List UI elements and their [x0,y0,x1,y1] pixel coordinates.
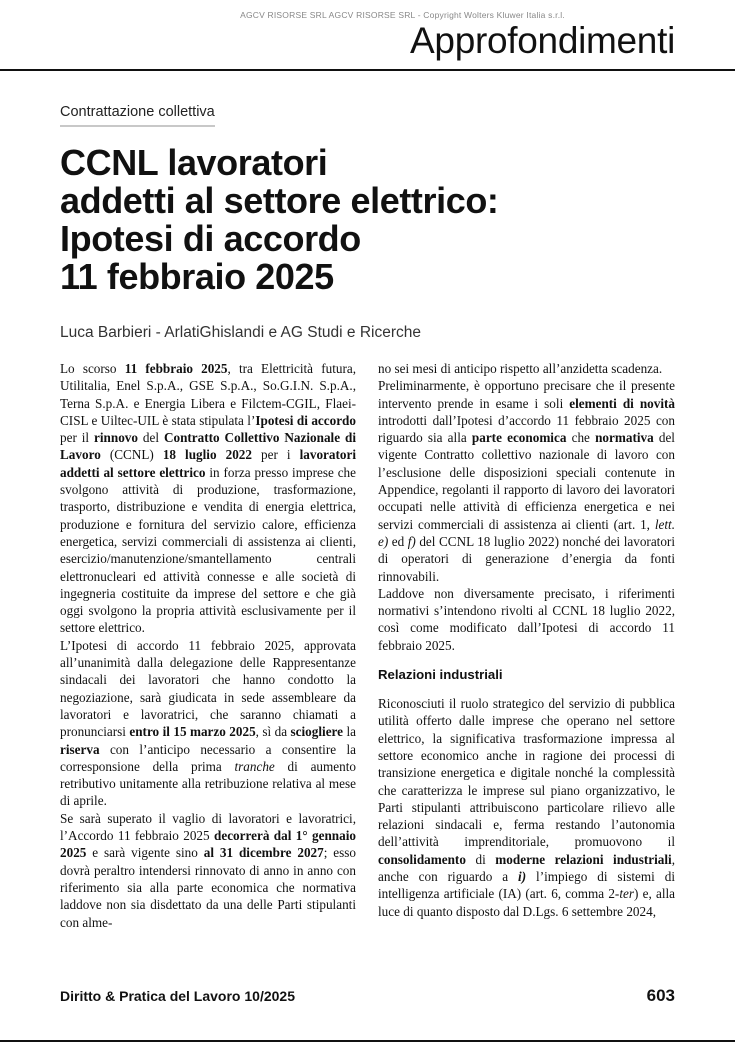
title-line: 11 febbraio 2025 [60,256,334,297]
body-paragraph: Preliminarmente, è opportuno precisare che il presente intervento prende in esame i soli elementi di novità introdotti dall’Ipotesi d’accordo 11 febbraio 2025 con riguardo sia alla parte economica che normativa del vigente Contratto collettivo nazionale di lavoro con l’esclusione delle disposizioni speciali contenute in Appendice, regolanti il rapporto di lavoro dei lavoratori occupati nelle attività di efficienza energetica e nei servizi commerciali di assistenza ai clienti (art. 1, lett. e) ed f) del CCNL 18 luglio 2022) nonché dei lavoratori di operatori di generazione d’energia da fonti rinnovabili. [378,378,675,584]
article-title [60,144,680,296]
body-paragraph: Laddove non diversamente precisato, i riferimenti normativi s’intendono rivolti al CCNL 18 luglio 2022, così come modificato dall’Ipotesi di accordo 11 febbraio 2025. [378,585,675,653]
body-column-right [378,360,675,920]
body-paragraph: Se sarà superato il vaglio di lavoratori e lavoratrici, l’Accordo 11 febbraio 2025 decorrerà dal 1° gennaio 2025 e sarà vigente sino al 31 dicembre 2027; esso dovrà peraltro intendersi rinnovato di anno in anno con riferimento sia alla parte economica che normativa laddove non sia disdettato da una delle Parti stipulanti con alme- [60,810,357,930]
copyright-notice: AGCV RISORSE SRL AGCV RISORSE SRL - Copyright Wolters Kluwer Italia s.r.l. [240,10,565,20]
footer-rule [0,1040,735,1042]
journal-name: Diritto & Pratica del Lavoro 10/2025 [60,988,295,1004]
body-paragraph: L’Ipotesi di accordo 11 febbraio 2025, approvata all’unanimità dalla delegazione delle Rappresentanze sindacali dei lavoratori che hanno condotto la negoziazione, sarà giudicata in sede assembleare da lavoratori e lavoratrici, che saranno chiamati a pronunciarsi entro il 15 marzo 2025, sì da sciogliere la riserva con l’anticipo necessario a consentire la corresponsione della prima tranche di aumento retributivo unitamente alla retribuzione relativa al mese di aprile. [60,637,356,809]
body-paragraph: Riconosciuti il ruolo strategico del servizio di pubblica utilità offerto dalle imprese che operano nel settore elettrico, la significativa trasformazione impressa al settore economico anche in ragione dei processi di transizione energetica e digitale nonché la complessità che caratterizza le imprese sul piano organizzativo, le Parti stipulanti attribuiscono particolare rilievo alle relazioni sindacali e, ferma restando l’autonomia dell’attività imprenditoriale, promuovono il consolidamento di moderne relazioni industriali, anche con riguardo a i) l’impiego di sistemi di intelligenza artificiale (IA) (art. 6, comma 2-ter) e, alla luce di quanto disposto dal D.Lgs. 6 settembre 2024, [378,696,675,919]
title-line: CCNL lavoratori [60,142,328,183]
page-number: 603 [646,986,675,1005]
article-authors: Luca Barbieri - ArlatiGhislandi e AG Studi e Ricerche [60,324,421,341]
title-line: addetti al settore elettrico: [60,180,499,221]
section-subheading: Relazioni industriali [378,667,503,683]
body-paragraph: no sei mesi di anticipo rispetto all’anzidetta scadenza. [378,361,663,376]
body-paragraph: Lo scorso 11 febbraio 2025, tra Elettricità futura, Utilitalia, Enel S.p.A., GSE S.p.A., So.G.I.N. S.p.A., Terna S.p.A. e Energia Libera e Filctem-CGIL, Flaei-CISL e Uiltec-UIL è stata stipulata l’Ipotesi di accordo per il rinnovo del Contratto Collettivo Nazionale di Lavoro (CCNL) 18 luglio 2022 per i lavoratori addetti al settore elettrico in forza presso imprese che svolgono attività di produzione, trasformazione, trasporto, distribuzione e vendita di energia elettrica, produzione e fornitura del servizio calore, efficienza energetica, servizi commerciali di assistenza ai clienti, esercizio/manutenzione/smantellamento centrali elettronucleari ed attività connesse e alle società di ingegneria costituite da imprese del settore e che già oggi svolgono la propria attività esclusivamente per il settore elettrico. [60,361,356,636]
header-rule [0,69,735,71]
title-line: Ipotesi di accordo [60,218,361,259]
body-column-left [60,360,356,931]
section-title: Approfondimenti [410,20,675,61]
article-category: Contrattazione collettiva [60,104,215,127]
